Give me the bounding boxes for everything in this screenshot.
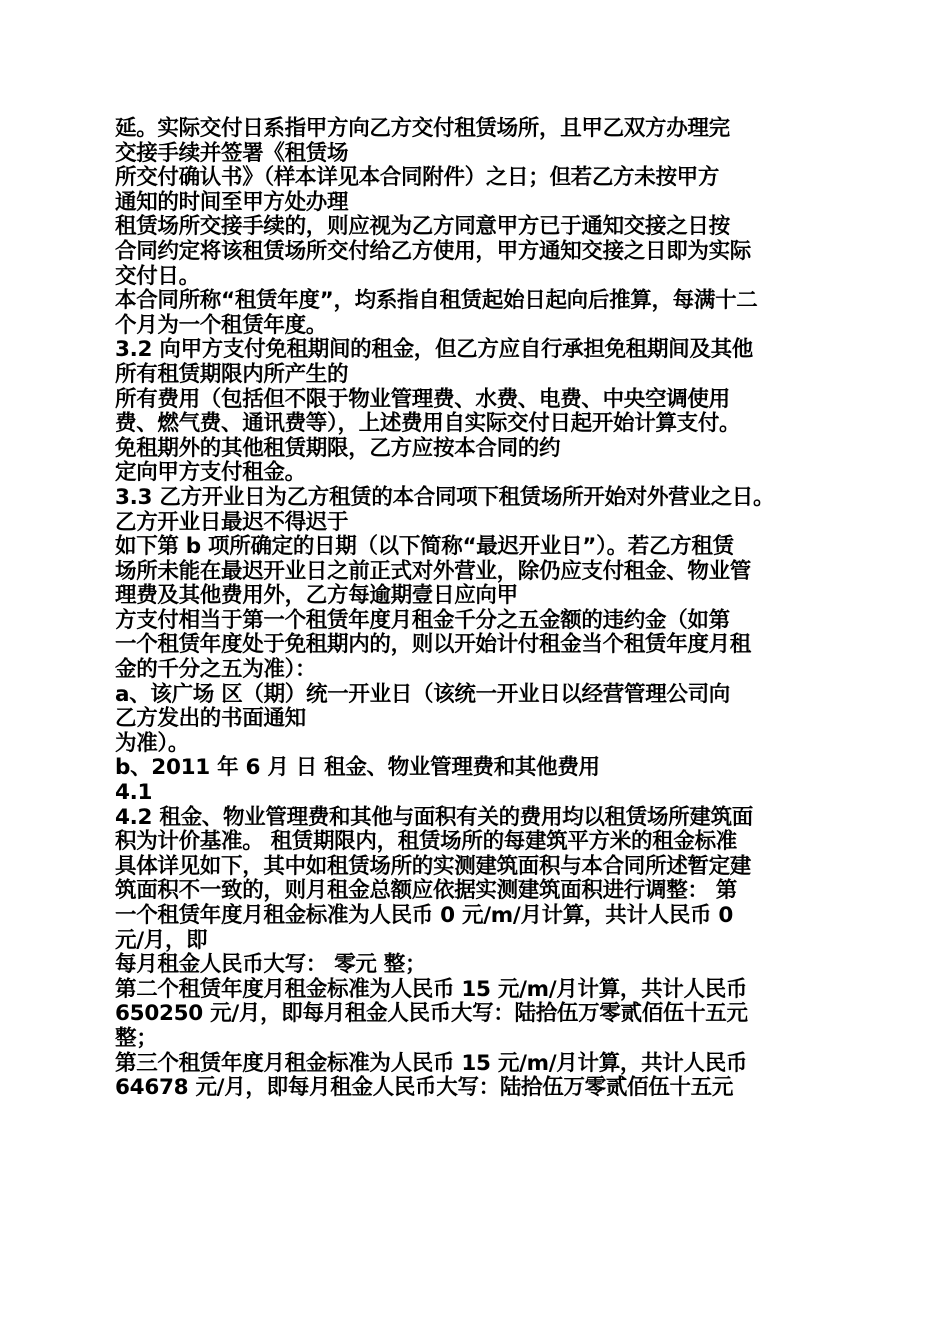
text-line: 3.3 乙方开业日为乙方租赁的本合同项下租赁场所开始对外营业之日。 (115, 484, 775, 510)
text-line: 免租期外的其他租赁期限，乙方应按本合同的约 (115, 435, 561, 461)
text-line: 如下第 b 项所确定的日期（以下简称“最迟开业日”）。若乙方租赁 (115, 534, 734, 560)
text-line: 为准）。 (115, 730, 190, 756)
text-line: 方支付相当于第一个租赁年度月租金千分之五金额的违约金（如第 (115, 607, 730, 633)
text-line: 筑面积不一致的，则月租金总额应依据实测建筑面积进行调整： 第 (115, 878, 737, 904)
text-line: 元/月，即 (115, 927, 208, 953)
text-line: 64678 元/月，即每月租金人民币大写：陆拾伍万零贰佰伍十五元 (115, 1075, 734, 1101)
contract-text-body (115, 117, 845, 1101)
text-line: 所有费用（包括但不限于物业管理费、水费、电费、中央空调使用 (115, 386, 730, 412)
text-line: 积为计价基准。 租赁期限内，租赁场所的每建筑平方米的租金标准 (115, 829, 737, 855)
text-line: 所交付确认书》（样本详见本合同附件）之日；但若乙方未按甲方 (115, 165, 720, 191)
text-line: 650250 元/月，即每月租金人民币大写：陆拾伍万零贰佰伍十五元 (115, 1001, 748, 1027)
text-line: 定向甲方支付租金。 (115, 460, 306, 486)
text-line: 本合同所称“租赁年度”，均系指自租赁起始日起向后推算，每满十二 (115, 288, 758, 314)
text-line: 整； (115, 1025, 158, 1051)
text-line: 金的千分之五为准）： (115, 657, 317, 683)
text-line: 乙方发出的书面通知 (115, 706, 306, 732)
text-line: 交接手续并签署《租赁场 (115, 140, 349, 166)
text-line: 4.2 租金、物业管理费和其他与面积有关的费用均以租赁场所建筑面 (115, 804, 753, 830)
text-line: 具体详见如下，其中如租赁场所的实测建筑面积与本合同所述暂定建 (115, 853, 752, 879)
text-line: 3.2 向甲方支付免租期间的租金，但乙方应自行承担免租期间及其他 (115, 337, 753, 363)
text-line: 个月为一个租赁年度。 (115, 312, 328, 338)
text-line: 场所未能在最迟开业日之前正式对外营业，除仍应支付租金、物业管 (115, 558, 752, 584)
text-line: 所有租赁期限内所产生的 (115, 361, 349, 387)
text-line: 费、燃气费、通讯费等），上述费用自实际交付日起开始计算支付。 (115, 411, 741, 437)
text-line: 乙方开业日最迟不得迟于 (115, 509, 349, 535)
text-line: 交付日。 (115, 263, 200, 289)
text-line: 一个租赁年度月租金标准为人民币 0 元/m/月计算，共计人民币 0 (115, 903, 734, 928)
text-line: 通知的时间至甲方处办理 (115, 189, 349, 215)
text-line: b、2011 年 6 月 日 租金、物业管理费和其他费用 (115, 755, 600, 781)
text-line: 合同约定将该租赁场所交付给乙方使用，甲方通知交接之日即为实际 (115, 238, 752, 264)
text-line: 每月租金人民币大写： 零元 整； (115, 952, 427, 978)
text-line: 延。实际交付日系指甲方向乙方交付租赁场所，且甲乙双方办理完 (115, 116, 730, 141)
text-line: a、该广场 区（期）统一开业日（该统一开业日以经营管理公司向 (115, 681, 730, 707)
text-line: 租赁场所交接手续的，则应视为乙方同意甲方已于通知交接之日按 (115, 214, 730, 240)
text-line: 理费及其他费用外，乙方每逾期壹日应向甲 (115, 583, 518, 609)
text-line: 4.1 (115, 780, 153, 806)
text-line: 第二个租赁年度月租金标准为人民币 15 元/m/月计算，共计人民币 (115, 976, 748, 1002)
text-line: 一个租赁年度处于免租期内的，则以开始计付租金当个租赁年度月租 (115, 632, 752, 658)
text-line: 第三个租赁年度月租金标准为人民币 15 元/m/月计算，共计人民币 (115, 1050, 748, 1076)
